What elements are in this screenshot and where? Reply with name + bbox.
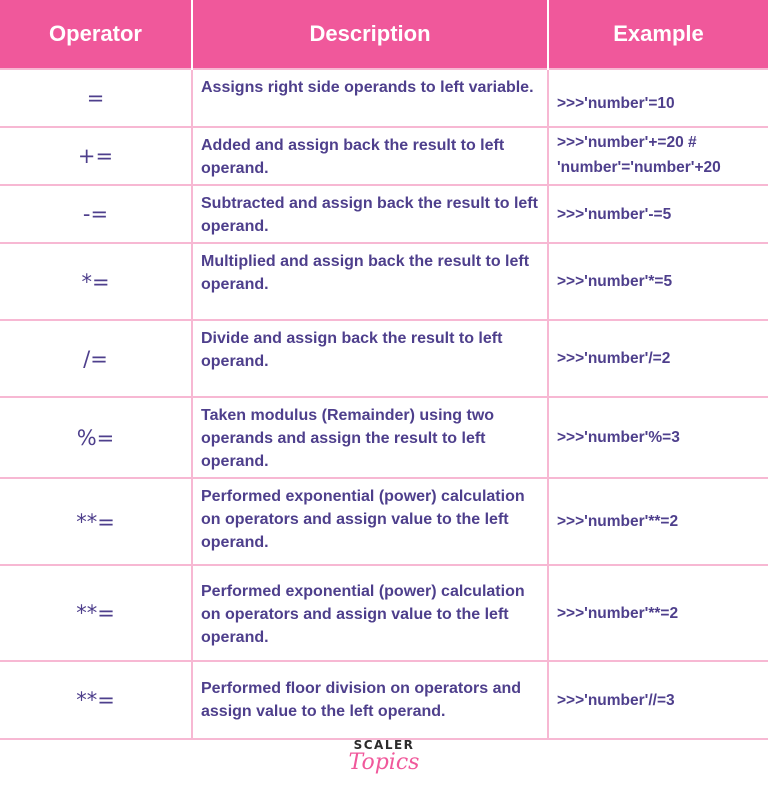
operator-cell: *= [0, 243, 192, 320]
example-line: >>>'number'//=3 [557, 691, 675, 709]
example-line: 'number'='number'+20 [557, 159, 721, 176]
table-row [0, 185, 768, 243]
example-line: >>>'number'**=2 [557, 604, 679, 622]
logo-topics-text: Topics [348, 750, 420, 775]
example-cell [548, 127, 768, 185]
example-cell [548, 661, 768, 739]
description-cell: Taken modulus (Remainder) using two operands and assign the result to left operand. [192, 397, 548, 478]
operator-cell: %= [0, 397, 192, 478]
header-description: Description [192, 0, 548, 69]
example-cell [548, 397, 768, 478]
example-cell [548, 320, 768, 397]
example-line: >>>'number'/=2 [557, 350, 671, 367]
operator-cell: **= [0, 565, 192, 661]
example-cell [548, 478, 768, 565]
description-cell: Added and assign back the result to left operand. [192, 127, 548, 185]
scaler-topics-logo [334, 738, 434, 775]
table-row [0, 320, 768, 397]
example-line: >>>'number'**=2 [557, 513, 679, 530]
table-row [0, 397, 768, 478]
table-row [0, 69, 768, 127]
description-cell: Multiplied and assign back the result to left operand. [192, 243, 548, 320]
example-line: >>>'number'-=5 [557, 205, 672, 223]
description-cell: Performed exponential (power) calculation on operators and assign value to the left operand. [192, 478, 548, 565]
example-line: >>>'number'+=20 # [557, 134, 697, 151]
table-row [0, 127, 768, 185]
example-cell [548, 185, 768, 243]
header-operator: Operator [0, 0, 192, 69]
header-example: Example [548, 0, 768, 69]
table-row [0, 565, 768, 661]
example-cell [548, 243, 768, 320]
example-line: >>>'number'%=3 [557, 429, 680, 446]
example-cell [548, 69, 768, 127]
example-line: >>>'number'*=5 [557, 273, 673, 290]
operator-cell: += [0, 127, 192, 185]
description-cell: Assigns right side operands to left variable. [192, 69, 548, 127]
example-cell [548, 565, 768, 661]
logo-scaler-text: SCALER [353, 738, 415, 752]
operator-cell: -= [0, 185, 192, 243]
table-header-row [0, 0, 768, 69]
operator-cell: **= [0, 661, 192, 739]
table-row [0, 243, 768, 320]
description-cell: Divide and assign back the result to left operand. [192, 320, 548, 397]
operator-cell: **= [0, 478, 192, 565]
operator-cell: = [0, 69, 192, 127]
description-cell: Subtracted and assign back the result to left operand. [192, 185, 548, 243]
description-cell: Performed floor division on operators and assign value to the left operand. [192, 661, 548, 739]
example-line: >>>'number'=10 [557, 94, 675, 112]
table-row [0, 661, 768, 739]
table-row [0, 478, 768, 565]
description-cell: Performed exponential (power) calculation on operators and assign value to the left operand. [192, 565, 548, 661]
operator-cell: /= [0, 320, 192, 397]
